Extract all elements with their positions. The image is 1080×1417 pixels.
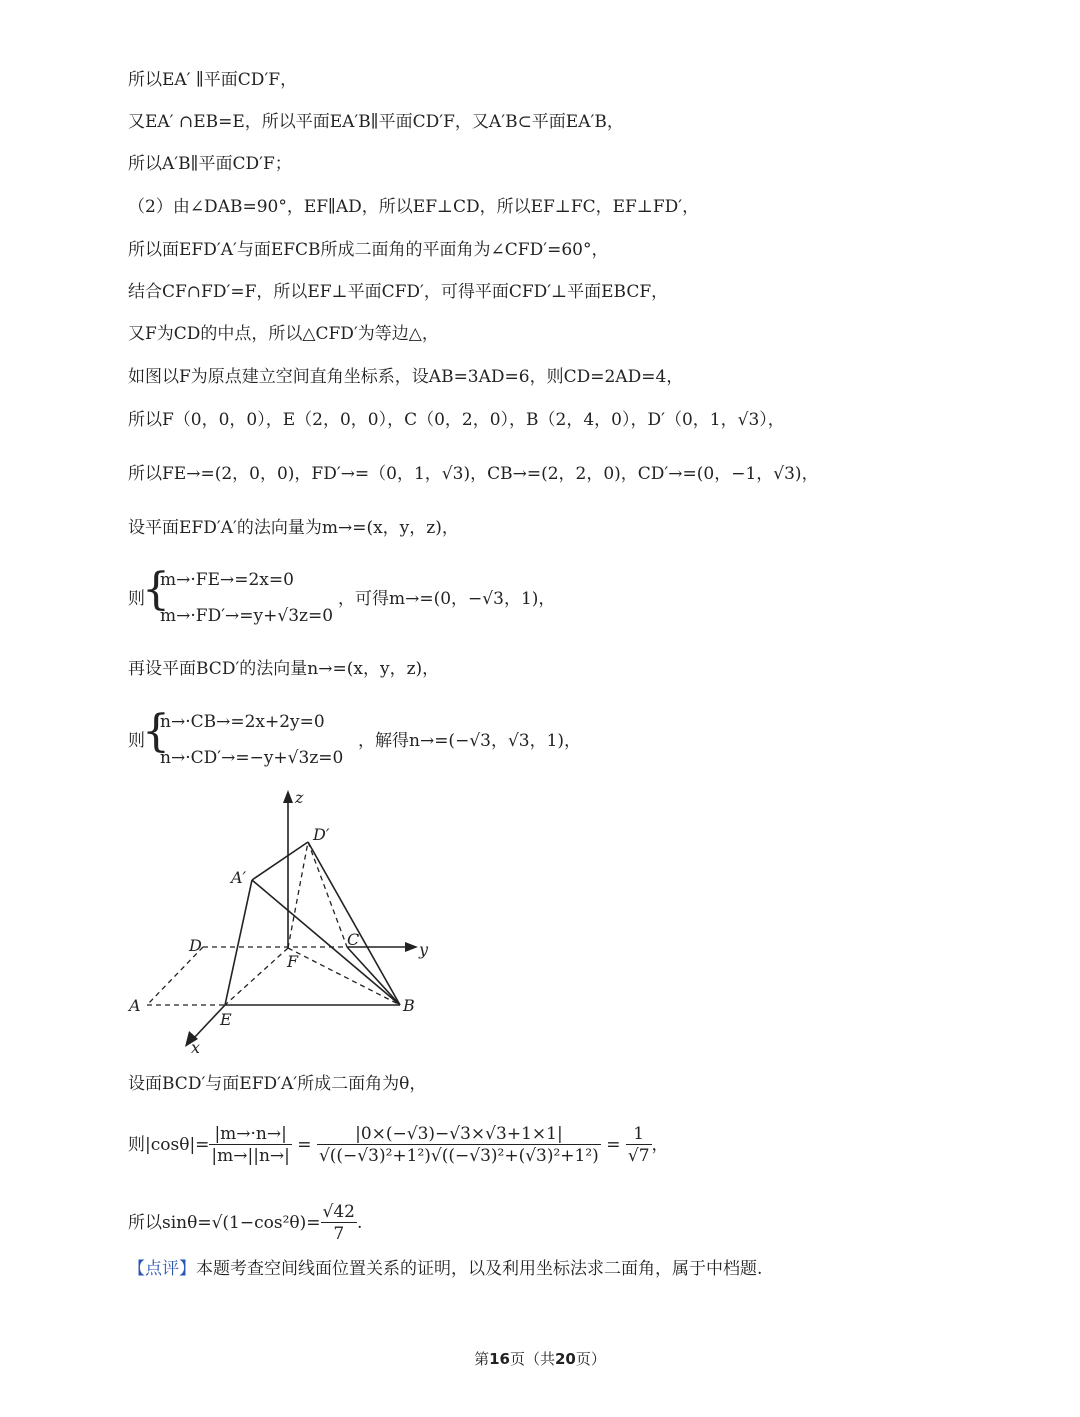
equation-system-1 [128,564,828,634]
footer-prefix: 第 [474,1350,490,1368]
line-10: 所以FE→=(2，0，0)，FD′→=（0，1，√3)，CB→=(2，2，0)，CD′→=(0，−1，√3)， [128,464,819,484]
line-1: 所以EA′ ∥平面CD′F， [128,70,298,90]
label-d: D [189,936,202,955]
line-11: 设平面EFD′A′的法向量为m→=(x，y，z)， [128,518,459,538]
label-a: A [129,996,141,1015]
footer-page-number: 16 [489,1350,510,1368]
system-1-result: ，可得m→=(0，−√3，1)， [338,589,556,609]
label-a-prime: A′ [231,868,247,887]
cos-frac2-den: √((−√3)²+1²)√((−√3)²+(√3)²+1²) [318,1146,599,1166]
cos-end: ， [651,1135,669,1155]
line-12: 再设平面BCD′的法向量n→=(x，y，z)， [128,659,440,679]
cos-frac3-num: 1 [626,1124,652,1145]
sin-fraction [321,1202,357,1245]
equation-system-2 [128,706,828,776]
line-2: 又EA′ ∩EB=E，所以平面EA′B∥平面CD′F，又A′B⊂平面EA′B， [128,112,624,132]
cos-frac2-num: |0×(−√3)−√3×√3+1×1| [317,1124,601,1145]
y-arrow [405,942,418,952]
cos-prefix: 则|cosθ|= [128,1135,210,1155]
coordinate-figure [125,785,445,1055]
line-6: 结合CF∩FD′=F，所以EF⊥平面CFD′，可得平面CFD′⊥平面EBCF， [128,282,669,302]
footer-total-pages: 20 [555,1350,576,1368]
label-z: z [295,788,304,807]
page-footer [0,1348,1080,1369]
footer-suffix: 页） [575,1350,606,1368]
cos-eq: = [297,1135,312,1155]
cos-formula [128,1122,669,1168]
line-8: 如图以F为原点建立空间直角坐标系，设AB=3AD=6，则CD=2AD=4， [128,367,684,387]
system-2-prefix: 则 [128,731,145,751]
label-y: y [419,940,429,959]
system-2-result: ，解得n→=(−√3，√3，1)， [358,731,582,751]
label-c: C [347,930,360,949]
line-7: 又F为CD的中点，所以△CFD′为等边△， [128,324,439,344]
line-9: 所以F（0，0，0），E（2，0，0），C（0，2，0），B（2，4，0），D′（0，1，√3）， [128,410,785,430]
sin-prefix: 所以sinθ=√(1−cos²θ)= [128,1213,321,1233]
system-1-brace: { [142,564,170,615]
system-2-eq1: n→·CB→=2x+2y=0 [160,712,325,732]
review-tag: 【点评】 [128,1259,196,1279]
system-1-eq1: m→·FE→=2x=0 [160,570,294,590]
review-text: 本题考查空间线面位置关系的证明，以及利用坐标法求二面角，属于中档题. [196,1259,763,1279]
cos-eq-2: = [606,1135,621,1155]
line-4: （2）由∠DAB=90°，EF∥AD，所以EF⊥CD，所以EF⊥FC，EF⊥FD′， [128,197,700,217]
label-b: B [403,996,415,1015]
cos-frac1-num: |m→·n→| [209,1124,291,1145]
system-2-brace: { [142,706,170,757]
cos-frac1-den: |m→||n→| [211,1146,290,1166]
system-1-prefix: 则 [128,589,145,609]
sin-frac-num: √42 [322,1202,355,1222]
line-5: 所以面EFD′A′与面EFCB所成二面角的平面角为∠CFD′=60°， [128,240,609,260]
line-3: 所以A′B∥平面CD′F； [128,154,292,174]
cos-fraction-1 [209,1124,291,1167]
label-x: x [191,1038,201,1055]
cos-fraction-2 [317,1124,601,1167]
system-1-eq2: m→·FD′→=y+√3z=0 [160,606,334,626]
label-d-prime: D′ [313,825,330,844]
footer-middle: 页（共 [509,1350,555,1368]
z-arrow [283,790,293,803]
label-e: E [220,1010,232,1029]
sin-end: . [357,1213,363,1233]
sin-formula [128,1200,362,1246]
review-line [128,1257,762,1281]
cos-fraction-3 [626,1124,652,1167]
line-13: 设面BCD′与面EFD′A′所成二面角为θ， [128,1074,427,1094]
sin-frac-den: 7 [333,1224,345,1244]
system-2-eq2: n→·CD′→=−y+√3z=0 [160,748,344,768]
label-f: F [287,952,299,971]
cos-frac3-den: √7 [627,1146,650,1166]
